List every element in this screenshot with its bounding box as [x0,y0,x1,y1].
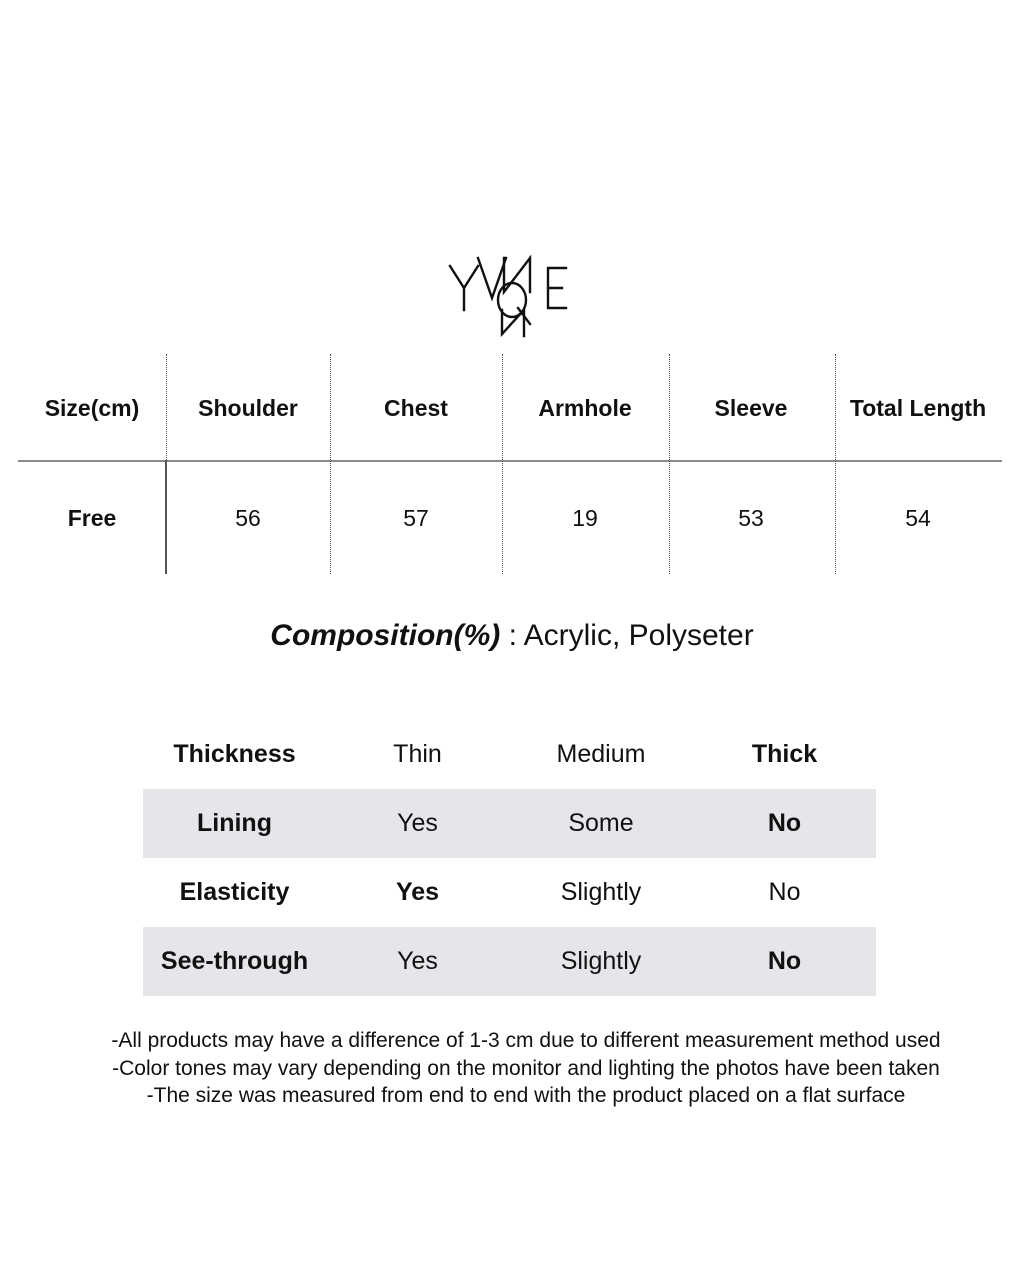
elasticity-yes: Yes [395,878,440,906]
lining-row [143,789,876,858]
note-line: -The size was measured from end to end with the product placed on a flat surface [146,1084,906,1107]
brand-logo [444,252,580,344]
see-through-label: See-through [160,947,309,975]
note-line: -All products may have a difference of 1-3 cm due to different measurement method used [111,1029,941,1052]
shoulder-value: 56 [235,504,261,531]
elasticity-row [143,858,876,927]
note-line: -Color tones may vary depending on the monitor and lighting the photos have been taken [112,1056,940,1080]
lining-some: Some [568,809,634,837]
composition-separator: : [500,619,524,652]
composition-line [0,614,1024,658]
chest-value: 57 [403,504,429,531]
fabric-properties-table [143,720,876,996]
header-sleeve: Sleeve [714,394,788,421]
header-shoulder: Shoulder [198,394,298,421]
see-through-row [143,927,876,996]
thickness-medium: Medium [556,740,646,768]
column-divider [330,354,331,574]
header-armhole: Armhole [538,394,632,421]
header-size: Size(cm) [44,394,140,421]
composition-label: Composition(%) [270,619,501,652]
see-through-slightly: Slightly [560,947,642,975]
lining-no: No [767,809,802,837]
lining-yes: Yes [397,809,438,837]
sleeve-value: 53 [738,504,764,531]
see-through-yes: Yes [397,947,438,975]
disclaimer-notes [0,1027,1024,1110]
lining-label: Lining [197,809,272,837]
column-divider [835,354,836,574]
header-total-length: Total Length [849,394,987,421]
thickness-row [143,720,876,789]
armhole-value: 19 [572,504,598,531]
column-divider [502,354,503,574]
column-divider [165,460,167,574]
column-divider [669,354,670,574]
thickness-thin: Thin [393,740,442,768]
size-table [18,354,1002,574]
elasticity-no: No [768,878,801,906]
size-free-label: Free [67,504,117,531]
elasticity-label: Elasticity [179,878,290,906]
composition-value: Acrylic, Polyseter [523,619,754,652]
thickness-label: Thickness [173,740,296,768]
total-length-value: 54 [905,504,931,531]
see-through-no: No [767,947,802,975]
header-chest: Chest [384,394,448,421]
thickness-thick: Thick [751,740,818,768]
elasticity-slightly: Slightly [560,878,642,906]
